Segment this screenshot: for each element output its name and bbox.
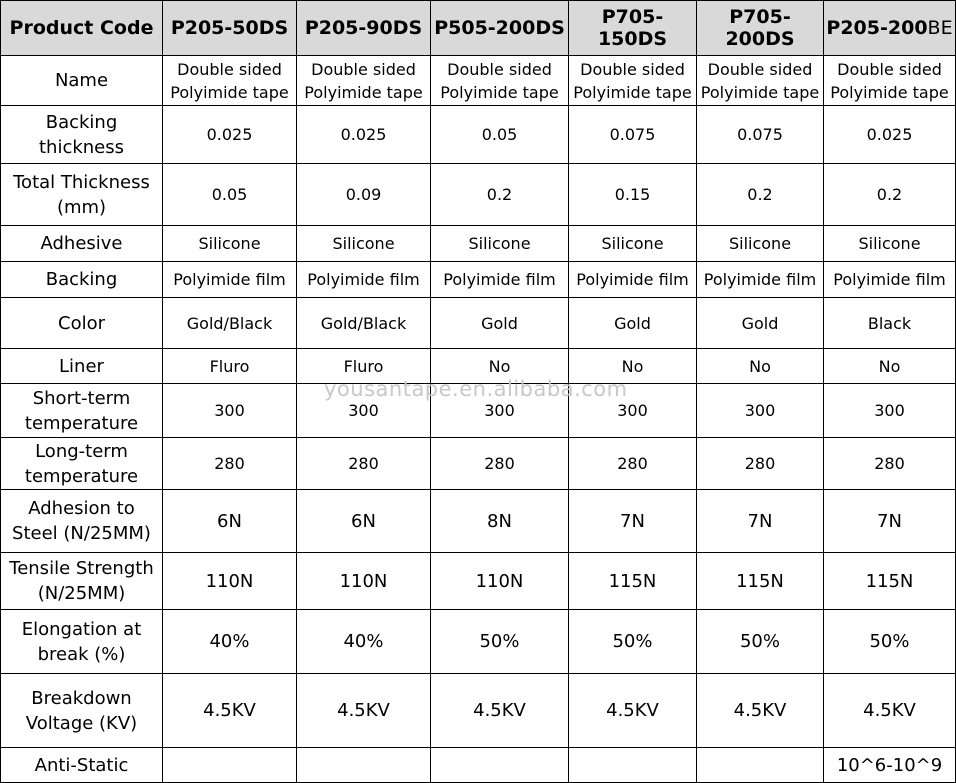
- value-cell: 300: [163, 384, 297, 438]
- watermark-text: yousantape.en.alibaba.com: [324, 377, 628, 401]
- value-cell: Silicone: [569, 226, 697, 262]
- row-backing: [1, 262, 956, 298]
- value-cell: 4.5KV: [431, 674, 569, 748]
- value-cell: 50%: [569, 610, 697, 674]
- value-cell: Fluro: [297, 349, 431, 384]
- value-cell: 300: [569, 384, 697, 438]
- value-cell: Double sided Polyimide tape: [824, 56, 956, 106]
- value-cell: No: [569, 349, 697, 384]
- row-liner: [1, 349, 956, 384]
- value-cell: 50%: [431, 610, 569, 674]
- value-cell: Polyimide film: [297, 262, 431, 298]
- value-cell: 0.075: [697, 106, 824, 164]
- value-cell: 0.2: [431, 164, 569, 226]
- row-name: [1, 56, 956, 106]
- row-total-thickness: [1, 164, 956, 226]
- value-cell: Polyimide film: [163, 262, 297, 298]
- value-cell: 6N: [297, 490, 431, 553]
- row-short-term-temperature: [1, 384, 956, 438]
- value-cell: 0.05: [431, 106, 569, 164]
- value-cell: 50%: [824, 610, 956, 674]
- value-cell: [431, 748, 569, 783]
- value-cell: Double sided Polyimide tape: [163, 56, 297, 106]
- product-code-cell: P505-200DS: [431, 1, 569, 56]
- value-cell: Silicone: [431, 226, 569, 262]
- value-cell: 115N: [569, 553, 697, 610]
- row-label: Breakdown Voltage (KV): [1, 674, 163, 748]
- value-cell: 300: [697, 384, 824, 438]
- value-cell: 7N: [697, 490, 824, 553]
- value-cell: 0.2: [697, 164, 824, 226]
- value-cell: 280: [824, 438, 956, 490]
- value-cell: 280: [163, 438, 297, 490]
- value-cell: 4.5KV: [569, 674, 697, 748]
- row-label: Backing: [1, 262, 163, 298]
- value-cell: Silicone: [163, 226, 297, 262]
- row-adhesive: [1, 226, 956, 262]
- row-label: Liner: [1, 349, 163, 384]
- value-cell: No: [824, 349, 956, 384]
- value-cell: 280: [431, 438, 569, 490]
- row-anti-static: [1, 748, 956, 783]
- row-label: Elongation at break (%): [1, 610, 163, 674]
- value-cell: 110N: [431, 553, 569, 610]
- row-long-term-temperature: [1, 438, 956, 490]
- value-cell: 7N: [824, 490, 956, 553]
- value-cell: 4.5KV: [297, 674, 431, 748]
- value-cell: Polyimide film: [697, 262, 824, 298]
- value-cell: 300: [297, 384, 431, 438]
- value-cell: 280: [697, 438, 824, 490]
- row-adhesion-to-steel: [1, 490, 956, 553]
- value-cell: 0.075: [569, 106, 697, 164]
- value-cell: [569, 748, 697, 783]
- value-cell: Gold: [431, 298, 569, 349]
- value-cell: [163, 748, 297, 783]
- product-code-cell: P705- 200DS: [697, 1, 824, 56]
- row-breakdown-voltage: [1, 674, 956, 748]
- value-cell: [297, 748, 431, 783]
- value-cell: 0.05: [163, 164, 297, 226]
- value-cell: 0.09: [297, 164, 431, 226]
- row-label: Total Thickness (mm): [1, 164, 163, 226]
- row-label: Adhesive: [1, 226, 163, 262]
- value-cell: 8N: [431, 490, 569, 553]
- value-cell: Gold: [697, 298, 824, 349]
- row-elongation-at-break: [1, 610, 956, 674]
- value-cell: [697, 748, 824, 783]
- value-cell: Silicone: [697, 226, 824, 262]
- product-code-cell: P205-90DS: [297, 1, 431, 56]
- value-cell: 0.025: [163, 106, 297, 164]
- value-cell: 110N: [163, 553, 297, 610]
- value-cell: No: [697, 349, 824, 384]
- value-cell: 115N: [697, 553, 824, 610]
- value-cell: No: [431, 349, 569, 384]
- value-cell: 115N: [824, 553, 956, 610]
- row-label: Anti-Static: [1, 748, 163, 783]
- product-code-suffix: BE: [927, 17, 953, 39]
- row-label: Name: [1, 56, 163, 106]
- value-cell: 4.5KV: [697, 674, 824, 748]
- value-cell: 50%: [697, 610, 824, 674]
- value-cell: Black: [824, 298, 956, 349]
- value-cell: Double sided Polyimide tape: [697, 56, 824, 106]
- value-cell: 4.5KV: [163, 674, 297, 748]
- row-tensile-strength: [1, 553, 956, 610]
- row-label: Backing thickness: [1, 106, 163, 164]
- value-cell: 7N: [569, 490, 697, 553]
- product-code-header: Product Code: [1, 1, 163, 56]
- value-cell: 0.025: [824, 106, 956, 164]
- value-cell: Gold: [569, 298, 697, 349]
- row-label: Short-term temperature: [1, 384, 163, 438]
- row-color: [1, 298, 956, 349]
- value-cell: 300: [431, 384, 569, 438]
- value-cell: 0.15: [569, 164, 697, 226]
- value-cell: Polyimide film: [431, 262, 569, 298]
- value-cell: Silicone: [824, 226, 956, 262]
- value-cell: 4.5KV: [824, 674, 956, 748]
- value-cell: 280: [569, 438, 697, 490]
- row-label: Color: [1, 298, 163, 349]
- value-cell: Gold/Black: [297, 298, 431, 349]
- value-cell: Polyimide film: [569, 262, 697, 298]
- row-label: Tensile Strength (N/25MM): [1, 553, 163, 610]
- value-cell: 0.025: [297, 106, 431, 164]
- value-cell: 0.2: [824, 164, 956, 226]
- value-cell: 6N: [163, 490, 297, 553]
- value-cell: [824, 748, 956, 783]
- product-code-cell: P205-50DS: [163, 1, 297, 56]
- row-backing-thickness: [1, 106, 956, 164]
- header-row: [1, 1, 956, 56]
- row-label: Long-term temperature: [1, 438, 163, 490]
- product-code-cell: P205-200BE: [824, 1, 956, 56]
- value-cell: Gold/Black: [163, 298, 297, 349]
- value-cell: Double sided Polyimide tape: [569, 56, 697, 106]
- value-cell: Double sided Polyimide tape: [431, 56, 569, 106]
- value-cell: 110N: [297, 553, 431, 610]
- value-cell: 300: [824, 384, 956, 438]
- value-cell: 40%: [297, 610, 431, 674]
- value-cell: 40%: [163, 610, 297, 674]
- anti-static-value: 10^6-10^9: [836, 754, 943, 776]
- row-label: Adhesion to Steel (N/25MM): [1, 490, 163, 553]
- value-cell: Fluro: [163, 349, 297, 384]
- value-cell: Double sided Polyimide tape: [297, 56, 431, 106]
- value-cell: 280: [297, 438, 431, 490]
- value-cell: Silicone: [297, 226, 431, 262]
- product-code-cell: P705- 150DS: [569, 1, 697, 56]
- value-cell: Polyimide film: [824, 262, 956, 298]
